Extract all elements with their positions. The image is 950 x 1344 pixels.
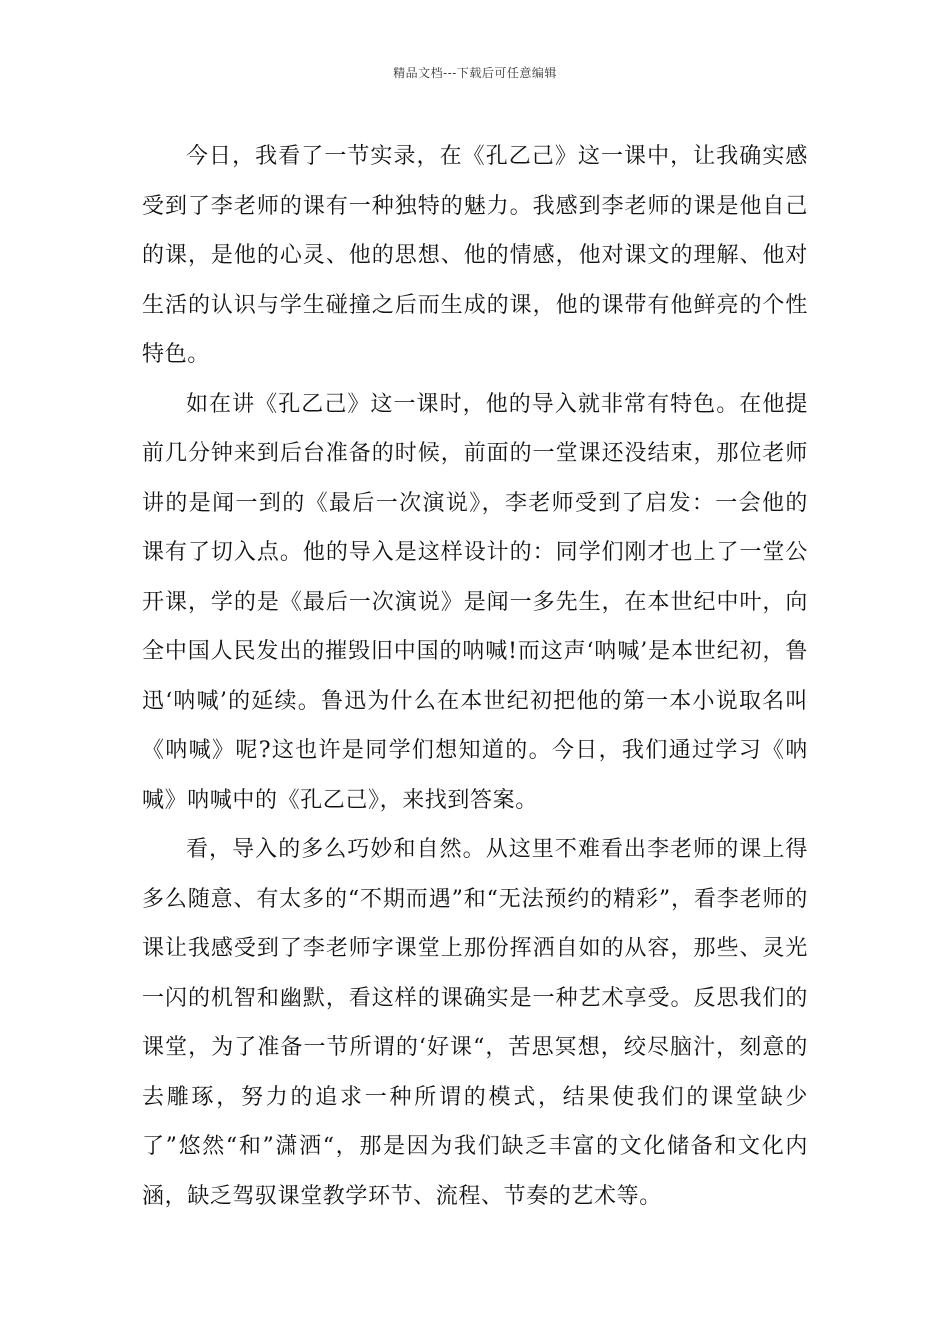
- paragraph-1: 今日，我看了一节实录，在《孔乙己》这一课中，让我确实感受到了李老师的课有一种独特的魅力。我感到李老师的课是他自己的课，是他的心灵、他的思想、他的情感，他对课文的理解、他对生活的认识与学生碰撞之后而生成的课，他的课带有他鲜亮的个性特色。: [142, 144, 808, 367]
- page-header: 精品文档---下载后可任意编辑: [393, 66, 557, 80]
- paragraph-3: 看，导入的多么巧妙和自然。从这里不难看出李老师的课上得多么随意、有太多的“不期而遇”和“无法预约的精彩”，看李老师的课让我感受到了李老师字课堂上那份挥洒自如的从容，那些、灵光一闪的机智和幽默，看这样的课确实是一种艺术享受。反思我们的课堂，为了准备一节所谓的‘好课“，苦思冥想，绞尽脑汁，刻意的去雕琢，努力的追求一种所谓的模式，结果使我们的课堂缺少了”悠然“和”潇洒“，那是因为我们缺乏丰富的文化储备和文化内涵，缺乏驾驭课堂教学环节、流程、节奏的艺术等。: [142, 837, 808, 1209]
- paragraph-2: 如在讲《孔乙己》这一课时，他的导入就非常有特色。在他提前几分钟来到后台准备的时候，前面的一堂课还没结束，那位老师讲的是闻一到的《最后一次演说》，李老师受到了启发：一会他的课有了切入点。他的导入是这样设计的：同学们刚才也上了一堂公开课，学的是《最后一次演说》是闻一多先生，在本世纪中叶，向全中国人民发出的摧毁旧中国的呐喊!而这声‘呐喊’是本世纪初，鲁迅‘呐喊’的延续。鲁迅为什么在本世纪初把他的第一本小说取名叫《呐喊》呢?这也许是同学们想知道的。今日，我们通过学习《呐喊》呐喊中的《孔乙己》，来找到答案。: [142, 391, 808, 813]
- document-body: [142, 132, 808, 1221]
